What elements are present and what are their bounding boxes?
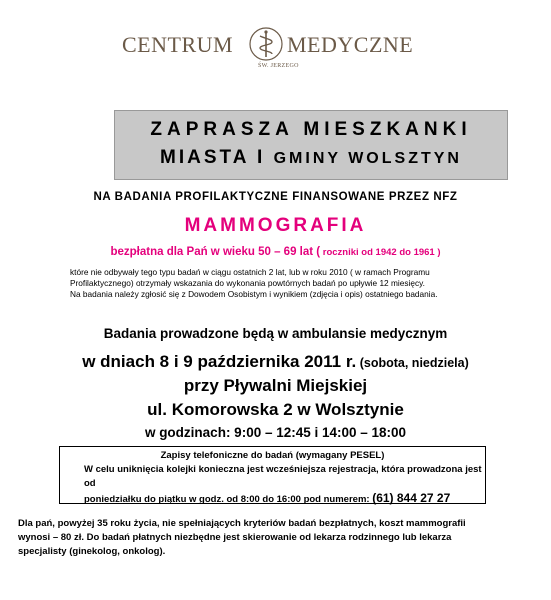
conditions-line-2: Profilaktycznego) otrzymały wskazania do wykonania powtórnych badań po upływie 12 miesięcy. <box>70 278 425 288</box>
subtitle: NA BADANIA PROFILAKTYCZNE FINANSOWANE PRZEZ NFZ <box>93 191 458 203</box>
eligibility-years: roczniki od 1942 do 1961 ) <box>320 247 441 258</box>
registration-box <box>59 446 486 504</box>
dates-main: w dniach 8 i 9 października 2011 r. <box>82 352 357 371</box>
footer-line-2: wynosi – 80 zł. Do badań płatnych niezbędne jest skierowanie od lekarza rodzinnego lub lekarza <box>18 532 452 543</box>
logo-word-left: CENTRUM <box>122 32 234 57</box>
eligibility-main: bezpłatna dla Pań w wieku 50 – 69 lat ( <box>110 246 321 258</box>
program-title: MAMMOGRAFIA <box>184 215 367 236</box>
headline-line-2 <box>115 147 507 169</box>
logo <box>0 22 551 74</box>
footer-line-3: specjalisty (ginekolog, onkolog). <box>18 546 166 557</box>
dates-days: (sobota, niedziela) <box>356 356 469 370</box>
registration-line-2 <box>84 491 484 507</box>
logo-subtitle: ŚW. JERZEGO <box>258 63 299 69</box>
hours: w godzinach: 9:00 – 12:45 i 14:00 – 18:00 <box>144 425 407 440</box>
headline-line-2b: GMINY WOLSZTYN <box>273 150 462 167</box>
footer-line-1: Dla pań, powyżej 35 roku życia, nie spełniających kryteriów badań bezpłatnych, koszt mammografii <box>18 518 466 529</box>
dates <box>0 352 551 372</box>
ambulance-note: Badania prowadzone będą w ambulansie medycznym <box>103 326 448 341</box>
address: ul. Komorowska 2 w Wolsztynie <box>147 400 404 419</box>
headline-line-1: ZAPRASZA MIESZKANKI <box>150 119 472 140</box>
headline-line-2a: MIASTA I <box>160 147 274 168</box>
eligibility <box>0 246 551 258</box>
registration-body <box>84 463 484 507</box>
registration-line-1: W celu uniknięcia kolejki konieczna jest wcześniejsza rejestracja, która prowadzona jest od <box>84 464 482 489</box>
caduceus-emblem-icon <box>248 26 284 62</box>
conditions-line-1: które nie odbywały tego typu badań w ciągu ostatnich 2 lat, lub w roku 2010 ( w ramach Programu <box>70 267 430 277</box>
headline-banner <box>114 110 508 180</box>
place: przy Pływalni Miejskiej <box>183 376 368 395</box>
conditions-line-3: Na badania należy zgłosić się z Dowodem Osobistym i wynikiem (zdjęcia i opis) ostatniego badania. <box>70 289 438 299</box>
registration-header: Zapisy telefoniczne do badań (wymagany PESEL) <box>160 450 385 461</box>
footer-note <box>18 517 533 559</box>
logo-word-right: MEDYCZNE <box>287 32 414 57</box>
registration-line-2-text: poniedziałku do piątku w godz. od 8:00 do 16:00 pod numerem: <box>84 494 373 505</box>
conditions <box>70 267 510 300</box>
registration-phone: (61) 844 27 27 <box>372 491 451 505</box>
